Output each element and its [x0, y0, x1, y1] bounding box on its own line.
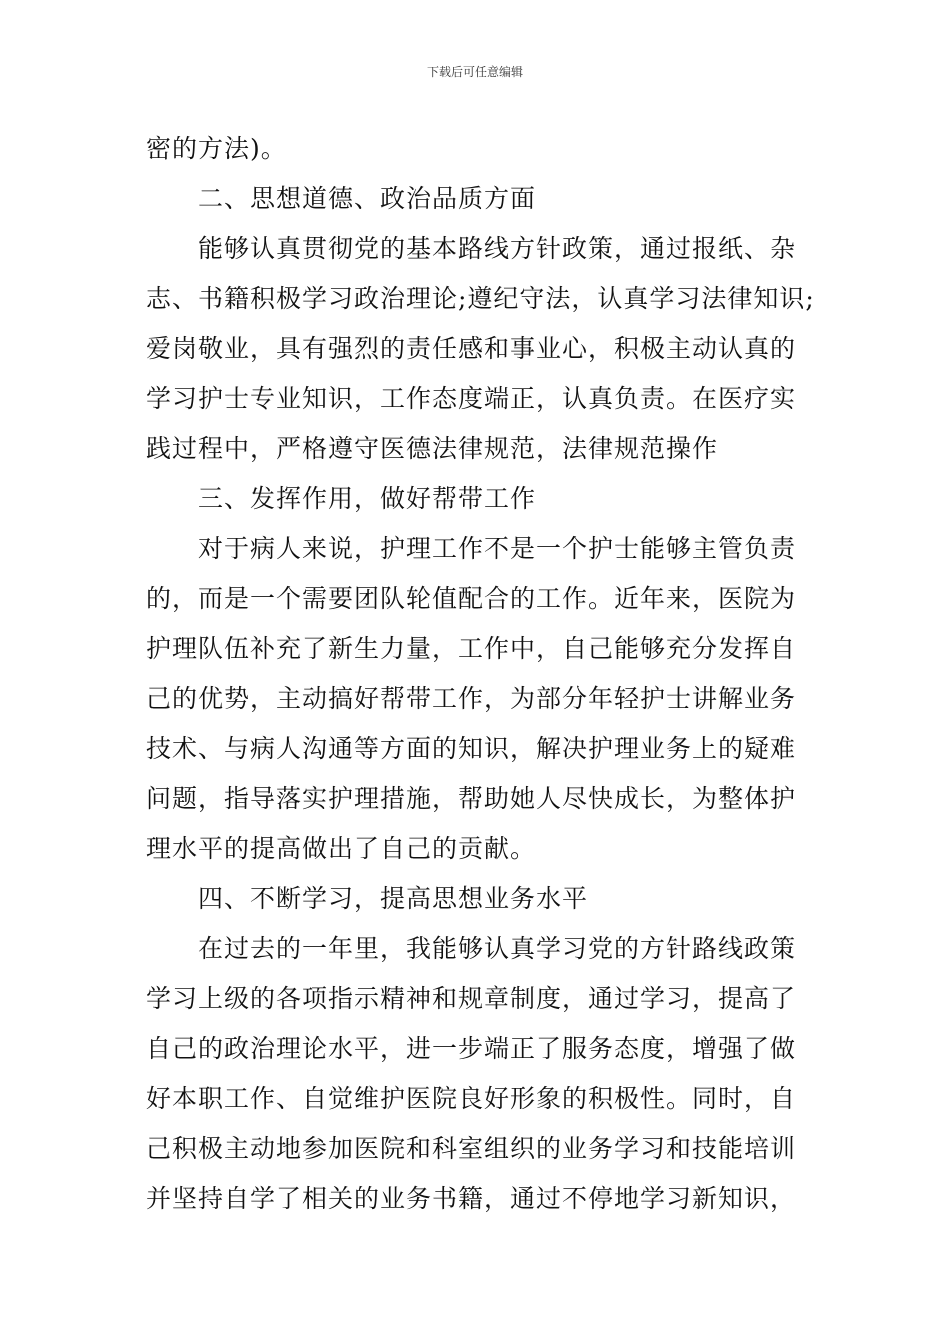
- text-line: 护理队伍补充了新生力量，工作中，自己能够充分发挥自: [146, 634, 797, 663]
- text-line: 的，而是一个需要团队轮值配合的工作。近年来，医院为: [146, 584, 797, 613]
- section-heading: 四、不断学习，提高思想业务水平: [198, 884, 589, 913]
- text-line: 理水平的提高做出了自己的贡献。: [146, 834, 537, 863]
- text-line: 并坚持自学了相关的业务书籍，通过不停地学习新知识，: [146, 1184, 797, 1213]
- section-heading: 三、发挥作用，做好帮带工作: [198, 484, 537, 513]
- text-line: 技术、与病人沟通等方面的知识，解决护理业务上的疑难: [146, 734, 797, 763]
- text-line: 在过去的一年里，我能够认真学习党的方针路线政策: [198, 934, 797, 963]
- section-heading: 二、思想道德、政治品质方面: [198, 184, 537, 213]
- text-line: 对于病人来说，护理工作不是一个护士能够主管负责: [198, 534, 797, 563]
- text-line: 己积极主动地参加医院和科室组织的业务学习和技能培训: [146, 1134, 797, 1163]
- document-body: [146, 124, 815, 1224]
- text-line: 学习护士专业知识，工作态度端正，认真负责。在医疗实: [146, 384, 797, 413]
- text-line: 密的方法)。: [146, 134, 287, 163]
- text-line: 好本职工作、自觉维护医院良好形象的积极性。同时，自: [146, 1084, 797, 1113]
- text-line: 能够认真贯彻党的基本路线方针政策，通过报纸、杂: [198, 234, 797, 263]
- text-line: 爱岗敬业，具有强烈的责任感和事业心，积极主动认真的: [146, 334, 797, 363]
- text-line: 问题，指导落实护理措施，帮助她人尽快成长，为整体护: [146, 784, 797, 813]
- text-line: 学习上级的各项指示精神和规章制度，通过学习，提高了: [146, 984, 797, 1013]
- text-line: 自己的政治理论水平，进一步端正了服务态度，增强了做: [146, 1034, 797, 1063]
- text-line: 己的优势，主动搞好帮带工作，为部分年轻护士讲解业务: [146, 684, 797, 713]
- page-header: 下载后可任意编辑: [426, 65, 523, 79]
- text-line: 志、书籍积极学习政治理论;遵纪守法，认真学习法律知识;: [146, 284, 815, 313]
- text-line: 践过程中，严格遵守医德法律规范，法律规范操作: [146, 434, 719, 463]
